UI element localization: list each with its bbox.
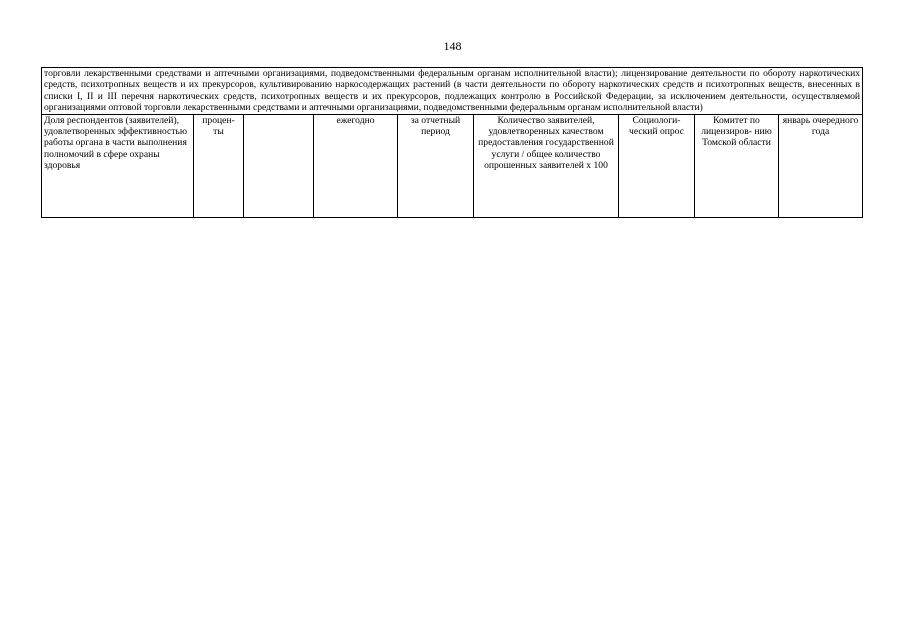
table-row <box>42 114 863 217</box>
responsible-cell: Комитет по лицензиров- нию Томской области <box>695 114 779 217</box>
frequency-cell: ежегодно <box>314 114 398 217</box>
period-cell: за отчетный период <box>398 114 474 217</box>
page-number: 148 <box>443 39 462 53</box>
indicator-table <box>41 67 863 218</box>
indicator-cell: Доля респондентов (заявителей), удовлетворенных эффективностью работы органа в части выполнения полномочий в сфере охраны здоровья <box>42 114 194 217</box>
formula-cell: Количество заявителей, удовлетворенных качеством предоставления государственной услуги / общее количество опрошенных заявителей x 100 <box>474 114 619 217</box>
blank-cell <box>244 114 314 217</box>
deadline-cell: январь очередного года <box>779 114 863 217</box>
method-cell: Социологи- ческий опрос <box>619 114 695 217</box>
continuation-text-cell: торговли лекарственными средствами и аптечными организациями, подведомственными федеральным органам исполнительной власти); лицензирование деятельности по обороту наркотических средств, психотропных веществ и их прекурсоров, культивированию наркосодержащих растений (в части деятельности по обороту наркотических средств и психотропных веществ, внесенных в списки I, II и III перечня наркотических средств, психотропных веществ и их прекурсоров, подлежащих контролю в Российской Федерации, за исключением деятельности, осуществляемой организациями оптовой торговли лекарственными средствами и аптечными организациями, подведомственными федеральным органам исполнительной власти) <box>42 68 863 115</box>
unit-cell: процен- ты <box>194 114 244 217</box>
continuation-row <box>42 68 863 115</box>
